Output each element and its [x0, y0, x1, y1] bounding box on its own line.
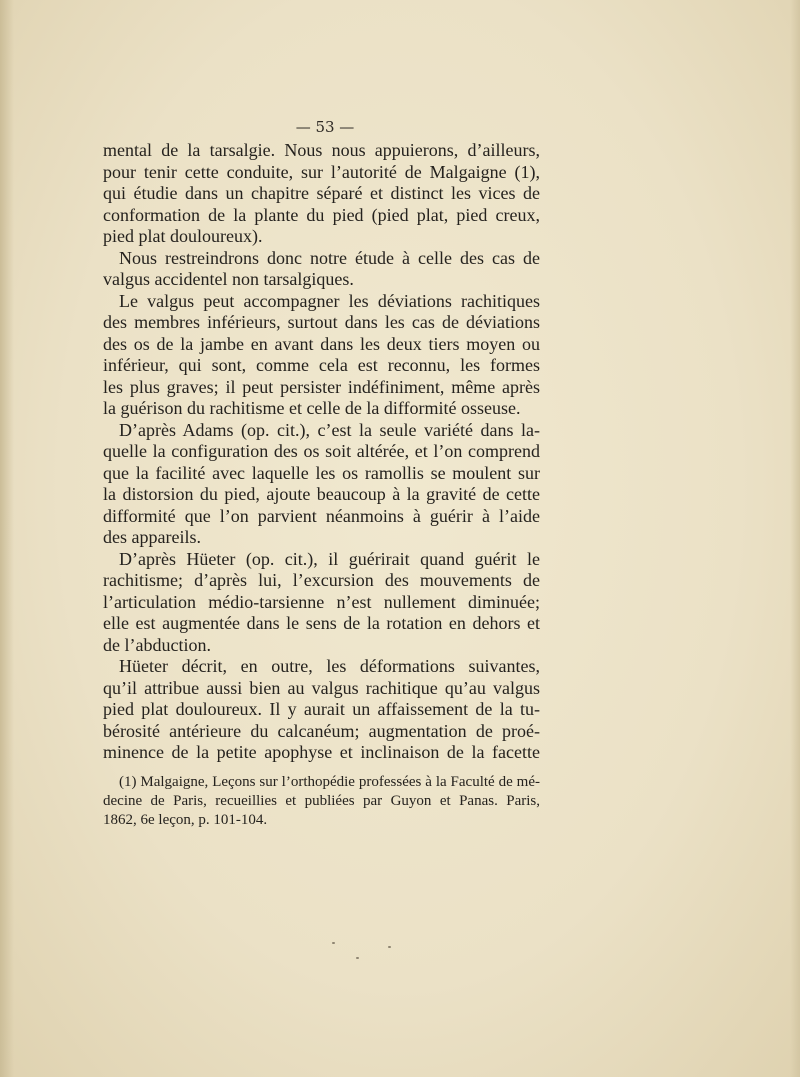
text-line: pied plat douloureux). [103, 226, 263, 246]
text-line: l’articulation médio-tarsienne n’est nullement diminuée; [103, 591, 540, 612]
text-line: la guérison du rachitisme et celle de la difformité osseuse. [103, 398, 521, 418]
text-line: que la facilité avec laquelle les os ramollis se moulent sur [103, 462, 540, 483]
text-line: inférieur, qui sont, comme cela est reconnu, les formes [103, 355, 540, 375]
text-line: D’après Adams (op. cit.), c’est la seule variété dans la- [119, 419, 540, 440]
footnote-line: (1) Malgaigne, Leçons sur l’orthopédie professées à la Faculté de mé- [119, 774, 540, 790]
text-line: quelle la configuration des os soit altérée, et l’on comprend [103, 441, 540, 461]
body-text [103, 140, 540, 764]
page-edge-shadow-left [0, 0, 14, 1077]
text-line: difformité que l’on parvient néanmoins à guérir à l’aide [103, 505, 540, 526]
text-line: qui étudie dans un chapitre séparé et distinct les vices de [103, 183, 540, 203]
text-line: des os de la jambe en avant dans les deux tiers moyen ou [103, 333, 540, 354]
page-edge-shadow-right [790, 0, 800, 1077]
text-line: pied plat douloureux. Il y aurait un affaissement de la tu- [103, 699, 540, 719]
text-line: Hüeter décrit, en outre, les déformations suivantes, [119, 656, 540, 676]
text-line: qu’il attribue aussi bien au valgus rachitique qu’au valgus [103, 677, 540, 698]
footnote [103, 773, 540, 830]
text-line: des appareils. [103, 527, 201, 547]
text-line: pour tenir cette conduite, sur l’autorité de Malgaigne (1), [103, 161, 540, 182]
footnote-line: 1862, 6e leçon, p. 101-104. [103, 812, 268, 828]
text-line: de l’abduction. [103, 634, 211, 655]
text-line: Le valgus peut accompagner les déviations rachitiques [119, 290, 540, 311]
paper-speck [388, 946, 391, 948]
text-line: Nous restreindrons donc notre étude à celle des cas de [119, 247, 540, 268]
paper-speck [356, 957, 359, 959]
text-line: rachitisme; d’après lui, l’excursion des mouvements de [103, 570, 540, 590]
page-number: — 53 — [295, 118, 355, 136]
footnote-line: decine de Paris, recueillies et publiées par Guyon et Panas. Paris, [103, 793, 540, 809]
text-line: mental de la tarsalgie. Nous nous appuierons, d’ailleurs, [103, 140, 540, 160]
text-line: valgus accidentel non tarsalgiques. [103, 269, 354, 289]
text-line: la distorsion du pied, ajoute beaucoup à la gravité de cette [103, 484, 540, 504]
text-line: les plus graves; il peut persister indéfiniment, même après [103, 376, 540, 397]
text-line: conformation de la plante du pied (pied plat, pied creux, [103, 204, 540, 225]
paper-speck [332, 942, 335, 944]
text-line: bérosité antérieure du calcanéum; augmentation de proé- [103, 720, 540, 741]
text-line: minence de la petite apophyse et inclinaison de la facette [103, 742, 540, 762]
text-line: des membres inférieurs, surtout dans les cas de déviations [103, 312, 540, 332]
text-line: elle est augmentée dans le sens de la rotation en dehors et [103, 613, 540, 633]
text-line: D’après Hüeter (op. cit.), il guérirait quand guérit le [119, 548, 540, 569]
